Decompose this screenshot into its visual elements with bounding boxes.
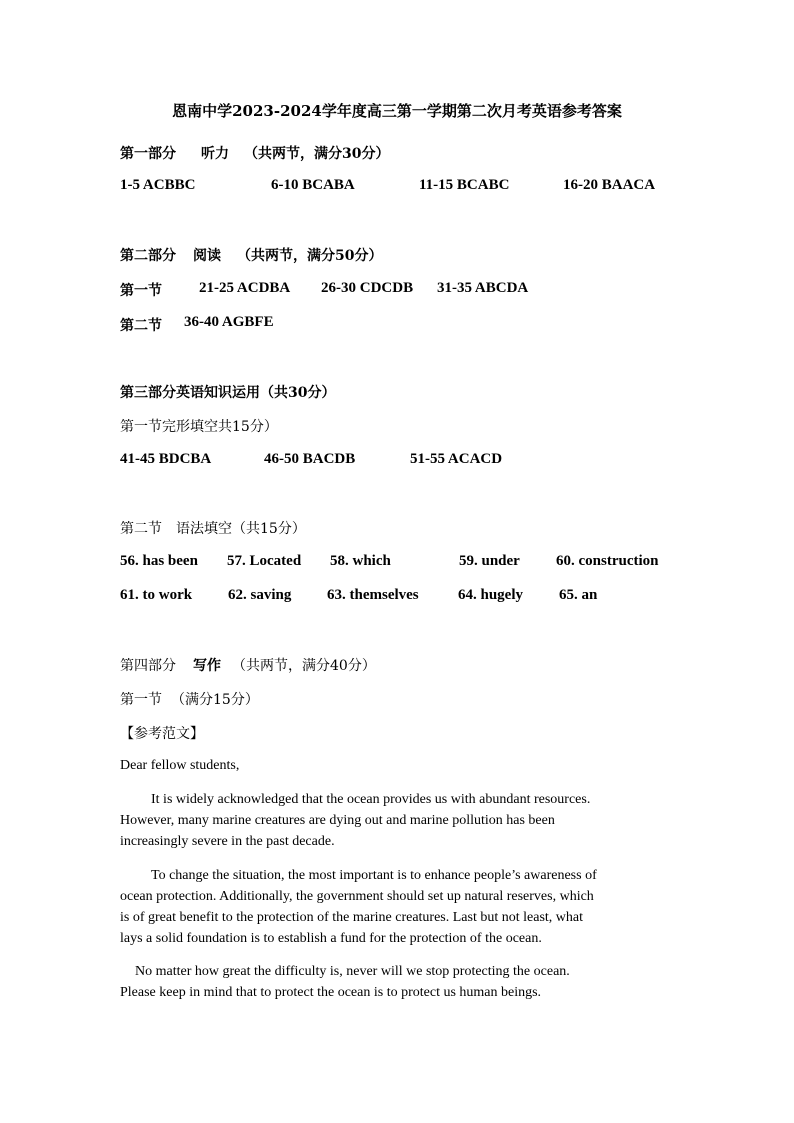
part1-answer-1: 1-5 ACBBC <box>120 177 196 193</box>
part2-section2-answer-1: 36-40 AGBFE <box>184 314 274 330</box>
grammar-answer-61: 61. to work <box>120 587 193 603</box>
grammar-answer-58: 58. which <box>330 553 391 569</box>
part1-heading: 第一部分 <box>120 146 176 162</box>
essay-para1-line3: increasingly severe in the past decade. <box>120 834 335 849</box>
essay-para2-line2: ocean protection. Additionally, the government should set up natural reserves, which <box>120 889 594 904</box>
part3-section2-name: 语法填空（共15分） <box>176 521 306 537</box>
grammar-answer-62: 62. saving <box>228 587 292 603</box>
part3-section1-answer-3: 51-55 ACACD <box>410 451 503 467</box>
grammar-answer-59: 59. under <box>459 553 520 569</box>
part1-answer-2: 6-10 BCABA <box>271 177 355 193</box>
grammar-answer-57: 57. Located <box>227 553 302 569</box>
grammar-answer-60: 60. construction <box>556 553 659 569</box>
grammar-answer-63: 63. themselves <box>327 587 419 603</box>
page-title: 恩南中学2023-2024学年度高三第一学期第二次月考英语参考答案 <box>172 102 622 120</box>
part1-answer-4: 16-20 BAACA <box>563 177 656 193</box>
grammar-answer-65: 65. an <box>559 587 598 603</box>
part2-name: 阅读 <box>193 248 221 264</box>
essay-para2-line1: To change the situation, the most important is to enhance people’s awareness of <box>151 868 597 883</box>
part2-section1-label: 第一节 <box>120 283 162 299</box>
grammar-answer-64: 64. hugely <box>458 587 524 603</box>
part3-section1-answer-2: 46-50 BACDB <box>264 451 356 467</box>
part4-heading: 第四部分 <box>120 658 176 674</box>
part2-note: （共两节，满分50分） <box>237 248 383 264</box>
part4-note: （共两节，满分40分） <box>232 658 376 674</box>
part2-heading: 第二部分 <box>120 248 176 264</box>
essay-para1-line2: However, many marine creatures are dying out and marine pollution has been <box>120 813 555 828</box>
essay-para2-line4: lays a solid foundation is to establish a fund for the protection of the ocean. <box>120 931 542 946</box>
part4-section1-note: （满分15分） <box>171 692 259 708</box>
essay-para3-line2: Please keep in mind that to protect the ocean is to protect us human beings. <box>120 985 542 1000</box>
sample-essay-label: 【参考范文】 <box>120 726 204 742</box>
part3-section2-label: 第二节 <box>120 521 162 537</box>
part2-section2-label: 第二节 <box>120 318 162 334</box>
essay-para2-line3: is of great benefit to the protection of the marine creatures. Last but not least, what <box>120 910 584 925</box>
part1-answer-3: 11-15 BCABC <box>419 177 510 193</box>
part3-heading: 第三部分英语知识运用（共30分） <box>120 385 336 401</box>
part3-section1-label: 第一节完形填空共15分） <box>120 419 278 435</box>
essay-salutation: Dear fellow students, <box>120 758 240 773</box>
part3-section1-answer-1: 41-45 BDCBA <box>120 451 212 467</box>
part2-section1-answer-2: 26-30 CDCDB <box>321 280 414 296</box>
part2-section1-answer-3: 31-35 ABCDA <box>437 280 529 296</box>
grammar-answer-56: 56. has been <box>120 553 198 569</box>
essay-para3-line1: No matter how great the difficulty is, never will we stop protecting the ocean. <box>135 964 570 979</box>
part4-name: 写作 <box>193 658 221 674</box>
part2-section1-answer-1: 21-25 ACDBA <box>199 280 291 296</box>
part1-note: （共两节，满分30分） <box>244 146 390 162</box>
part1-name: 听力 <box>201 146 229 162</box>
part4-section1-label: 第一节 <box>120 692 162 708</box>
essay-para1-line1: It is widely acknowledged that the ocean provides us with abundant resources. <box>151 792 591 807</box>
